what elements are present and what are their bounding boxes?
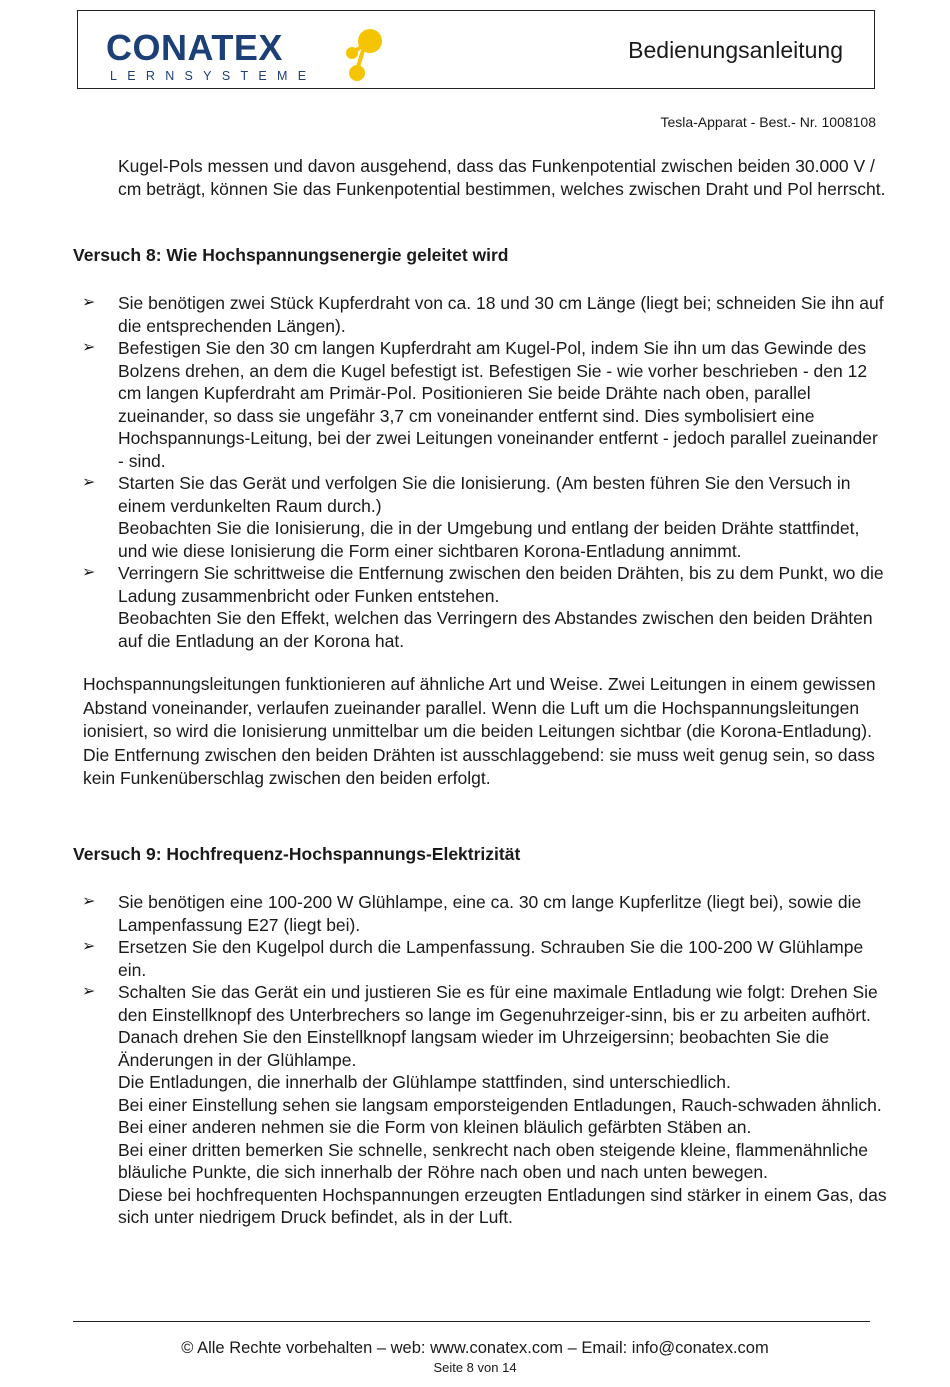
arrow-bullet-icon: ➢ xyxy=(82,339,96,356)
section8-summary: Hochspannungsleitungen funktionieren auf ähnliche Art und Weise. Zwei Leitungen in einem gewissen Abstand voneinander, verlaufen zueinander parallel. Wenn die Luft um die Hochspannungsleitungen ionisiert, so wird die Ionisierung unmittelbar um die beiden Leitungen sichtbar (die Korona-Entladung). Die Entfernung zwischen den beiden Drähten ist ausschlaggebend: sie muss weit genug sein, so dass kein Funkenüberschlag zwischen den beiden erfolgt. xyxy=(83,674,876,788)
list-item xyxy=(0,472,888,562)
list-item-text: Ersetzen Sie den Kugelpol durch die Lampenfassung. Schrauben Sie die 100-200 W Glühlampe ein. xyxy=(118,937,864,980)
list-item xyxy=(0,891,888,936)
list-item-text: Bei einer dritten bemerken Sie schnelle, senkrecht nach oben steigende kleine, flammenähnliche bläuliche Punkte, die sich innerhalb der Röhre nach oben und nach unten bewegen. xyxy=(118,1139,869,1182)
header-box xyxy=(77,10,875,89)
arrow-bullet-icon: ➢ xyxy=(82,893,96,910)
list-item-text: Bei einer Einstellung sehen sie langsam emporsteigenden Entladungen, Rauch-schwaden ähnlich. Bei einer anderen nehmen sie die Form von kleinen bläulich gefärbten Stäben an. xyxy=(118,1094,882,1137)
page-number: Seite 8 von 14 xyxy=(433,1360,517,1375)
list-item xyxy=(0,562,888,652)
footer-copyright: © Alle Rechte vorbehalten – web: www.conatex.com – Email: info@conatex.com xyxy=(181,1339,769,1357)
logo-subtitle: LERNSYSTEME xyxy=(110,69,317,83)
section8-heading: Versuch 8: Wie Hochspannungsenergie geleitet wird xyxy=(73,245,509,265)
list-item xyxy=(0,981,888,1229)
arrow-bullet-icon: ➢ xyxy=(82,938,96,955)
logo-wordmark: CONATEX xyxy=(106,27,283,68)
list-item-text: Beobachten Sie die Ionisierung, die in der Umgebung und entlang der beiden Drähte stattfindet, und wie diese Ionisierung die Form einer sichtbaren Korona-Entladung annimmt. xyxy=(118,518,860,561)
list-item xyxy=(0,936,888,981)
list-item-text: Die Entladungen, die innerhalb der Glühlampe stattfinden, sind unterschiedlich. xyxy=(118,1072,731,1092)
list-item-text: Verringern Sie schrittweise die Entfernung zwischen den beiden Drähten, bis zu dem Punkt, wo die Ladung zusammenbricht oder Funken entstehen. xyxy=(118,563,884,606)
intro-paragraph: Kugel-Pols messen und davon ausgehend, dass das Funkenpotential zwischen beiden 30.000 V / cm beträgt, können Sie das Funkenpotential bestimmen, welches zwischen Draht und Pol herrscht. xyxy=(118,156,886,199)
list-item xyxy=(0,337,888,472)
list-item-text: Sie benötigen zwei Stück Kupferdraht von ca. 18 und 30 cm Länge (liegt bei; schneiden Sie ihn auf die entsprechenden Längen). xyxy=(118,293,884,336)
document-reference: Tesla-Apparat - Best.- Nr. 1008108 xyxy=(660,114,876,130)
list-item-text: Beobachten Sie den Effekt, welchen das Verringern des Abstandes zwischen den beiden Drähten auf die Entladung an der Korona hat. xyxy=(118,608,873,651)
list-item-text: Befestigen Sie den 30 cm langen Kupferdraht am Kugel-Pol, indem Sie ihn um das Gewinde des Bolzens drehen, an dem die Kugel befestigt ist. Befestigen Sie - wie vorher beschrieben - den 12 cm langen Kupferdraht am Primär-Pol. Positionieren Sie beide Drähte nach oben, parallel zueinander, so dass sie ungefähr 3,7 cm voneinander entfernt sind. Dies symbolisiert eine Hochspannungs-Leitung, bei der zwei Leitungen voneinander entfernt - jedoch parallel zueinander - sind. xyxy=(118,338,878,471)
footer-divider xyxy=(73,1321,870,1322)
section8-bullets xyxy=(0,292,950,652)
arrow-bullet-icon: ➢ xyxy=(82,983,96,1000)
list-item-text: Sie benötigen eine 100-200 W Glühlampe, eine ca. 30 cm lange Kupferlitze (liegt bei), sowie die Lampenfassung E27 (liegt bei). xyxy=(118,892,862,935)
list-item-text: Diese bei hochfrequenten Hochspannungen erzeugten Entladungen sind stärker in einem Gas, das sich unter niedrigem Druck befindet, als in der Luft. xyxy=(118,1184,887,1227)
section9-heading: Versuch 9: Hochfrequenz-Hochspannungs-Elektrizität xyxy=(73,844,521,864)
arrow-bullet-icon: ➢ xyxy=(82,474,96,491)
list-item-text: Schalten Sie das Gerät ein und justieren Sie es für eine maximale Entladung wie folgt: Drehen Sie den Einstellknopf des Unterbrechers so lange im Gegenuhrzeiger-sinn, bis er zu arbeiten aufhört. Danach drehen Sie den Einstellknopf langsam wieder im Uhrzeigersinn; beobachten Sie die Änderungen in der Glühlampe. xyxy=(118,982,878,1070)
list-item xyxy=(0,292,888,337)
arrow-bullet-icon: ➢ xyxy=(82,294,96,311)
logo-dots-icon xyxy=(344,25,384,85)
list-item-text: Starten Sie das Gerät und verfolgen Sie die Ionisierung. (Am besten führen Sie den Versuch in einem verdunkelten Raum durch.) xyxy=(118,473,851,516)
section9-bullets xyxy=(0,891,950,1229)
arrow-bullet-icon: ➢ xyxy=(82,564,96,581)
header-title: Bedienungsanleitung xyxy=(628,37,843,63)
